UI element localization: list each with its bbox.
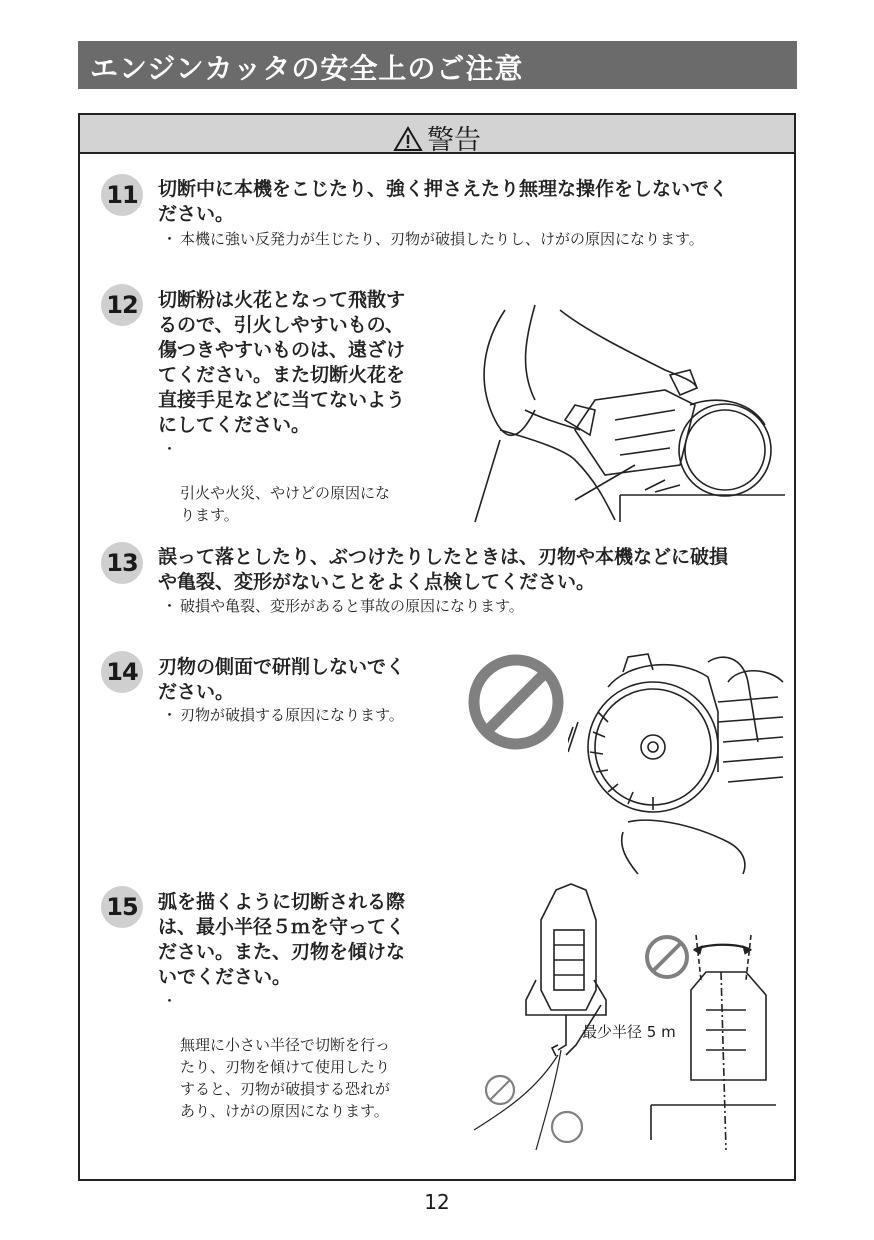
cutting-operator-illustration: [465, 300, 785, 525]
side-grinding-illustration: [568, 652, 788, 877]
item-number: 14: [101, 651, 143, 693]
item-note: [162, 990, 452, 1144]
bullet: ・: [162, 706, 178, 724]
warning-triangle-icon: [393, 126, 423, 152]
item-note: [162, 438, 452, 548]
page-number: 12: [424, 1190, 450, 1214]
bullet: ・: [162, 597, 178, 615]
item-note: [162, 704, 452, 726]
item-main-text: 切断中に本機をこじたり、強く押さえたり無理な操作をしないでく ださい。: [158, 178, 729, 225]
title-bar: [78, 41, 797, 89]
item-number: 12: [101, 284, 143, 326]
item-number: 13: [101, 542, 143, 584]
item-note-text: 刃物が破損する原因になります。: [180, 706, 404, 724]
item-note: [162, 595, 792, 617]
item-note-text: 破損や亀裂、変形があると事故の原因になります。: [180, 597, 524, 615]
warning-header: [80, 115, 794, 154]
bullet: ・: [162, 440, 178, 458]
item-main-text: 刃物の側面で研削しないでく ださい。: [158, 656, 406, 703]
bullet: ・: [162, 230, 178, 248]
bullet: ・: [162, 992, 178, 1010]
min-radius-label: 最少半径 5 m: [582, 1023, 676, 1041]
item-note-text: 引火や火災、やけどの原因にな ります。: [180, 484, 391, 524]
item-main-text: 切断粉は火花となって飛散す るので、引火しやすいもの、 傷つきやすいものは、遠ざけ てください。また切断火花を 直接手足などに当てないよう にしてください。: [158, 289, 406, 436]
item-note: [162, 228, 792, 250]
radius-cutting-illustration: [466, 880, 786, 1160]
item-note-text: 本機に強い反発力が生じたり、刃物が破損したりし、けがの原因になります。: [180, 230, 704, 248]
warning-header-label: 警告: [427, 125, 481, 156]
page-title: エンジンカッタの安全上のご注意: [90, 52, 524, 85]
item-number: 15: [101, 886, 143, 928]
item-main-text: 弧を描くように切断される際 は、最小半径５ｍを守ってく ださい。また、刃物を傾けな いでください。: [158, 891, 406, 988]
item-number: 11: [101, 174, 143, 216]
item-main-text: 誤って落としたり、ぶつけたりしたときは、刃物や本機などに破損 や亀裂、変形がないことをよく点検してください。: [158, 546, 729, 593]
item-note-text: 無理に小さい半径で切断を行っ たり、刃物を傾けて使用したり すると、刃物が破損する恐れが あり、けがの原因になります。: [180, 1036, 391, 1120]
prohibition-icon: [466, 652, 566, 752]
